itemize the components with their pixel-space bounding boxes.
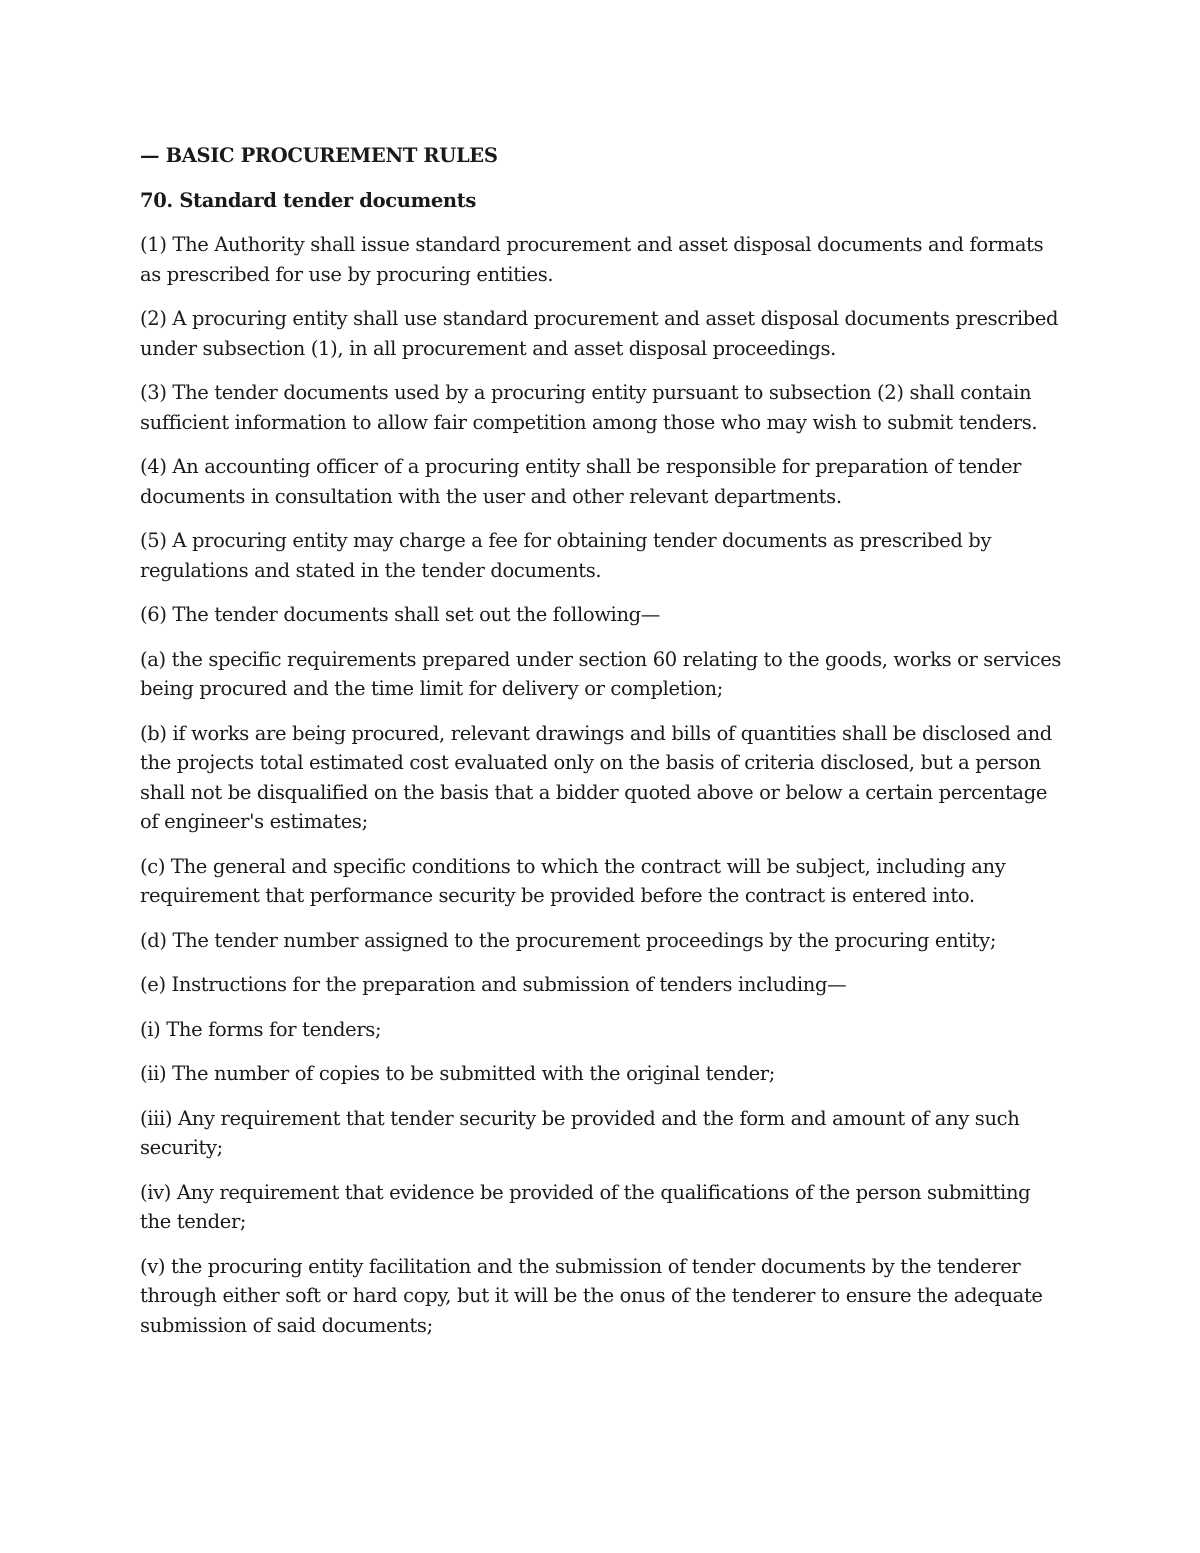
document-body <box>140 141 1065 1355</box>
subclause-i: (i) The forms for tenders; <box>140 1017 382 1041</box>
part-heading: — BASIC PROCUREMENT RULES <box>140 144 498 167</box>
clause-a: (a) the specific requirements prepared under section 60 relating to the goods, works or services being procured and the time limit for delivery or completion; <box>140 647 1062 700</box>
section-heading: 70. Standard tender documents <box>140 188 477 212</box>
clause-b: (b) if works are being procured, relevant drawings and bills of quantities shall be disclosed and the projects total estimated cost evaluated only on the basis of criteria disclosed, but a person shall not be disqualified on the basis that a bidder quoted above or below a certain percentage of engineer's estimates; <box>140 721 1052 833</box>
paragraph-4: (4) An accounting officer of a procuring entity shall be responsible for preparation of tender documents in consultation with the user and other relevant departments. <box>140 455 1022 508</box>
paragraph-3: (3) The tender documents used by a procuring entity pursuant to subsection (2) shall contain sufficient information to allow fair competition among those who may wish to submit tenders. <box>140 381 1038 434</box>
clause-c: (c) The general and specific conditions to which the contract will be subject, including any requirement that performance security be provided before the contract is entered into. <box>140 854 1006 907</box>
paragraph-6: (6) The tender documents shall set out the following— <box>140 603 660 626</box>
paragraph-2: (2) A procuring entity shall use standard procurement and asset disposal documents prescribed under subsection (1), in all procurement and asset disposal proceedings. <box>140 307 1059 360</box>
subclause-v: (v) the procuring entity facilitation and the submission of tender documents by the tenderer through either soft or hard copy, but it will be the onus of the tenderer to ensure the adequate submission of said documents; <box>140 1254 1043 1337</box>
subclause-iii: (iii) Any requirement that tender security be provided and the form and amount of any such security; <box>140 1106 1020 1159</box>
subclause-iv: (iv) Any requirement that evidence be provided of the qualifications of the person submitting the tender; <box>140 1180 1031 1233</box>
paragraph-1: (1) The Authority shall issue standard procurement and asset disposal documents and formats as prescribed for use by procuring entities. <box>140 233 1044 286</box>
clause-d: (d) The tender number assigned to the procurement proceedings by the procuring entity; <box>140 928 997 952</box>
clause-e: (e) Instructions for the preparation and submission of tenders including— <box>140 973 847 996</box>
subclause-ii: (ii) The number of copies to be submitted with the original tender; <box>140 1062 775 1085</box>
paragraph-5: (5) A procuring entity may charge a fee for obtaining tender documents as prescribed by regulations and stated in the tender documents. <box>140 529 992 582</box>
